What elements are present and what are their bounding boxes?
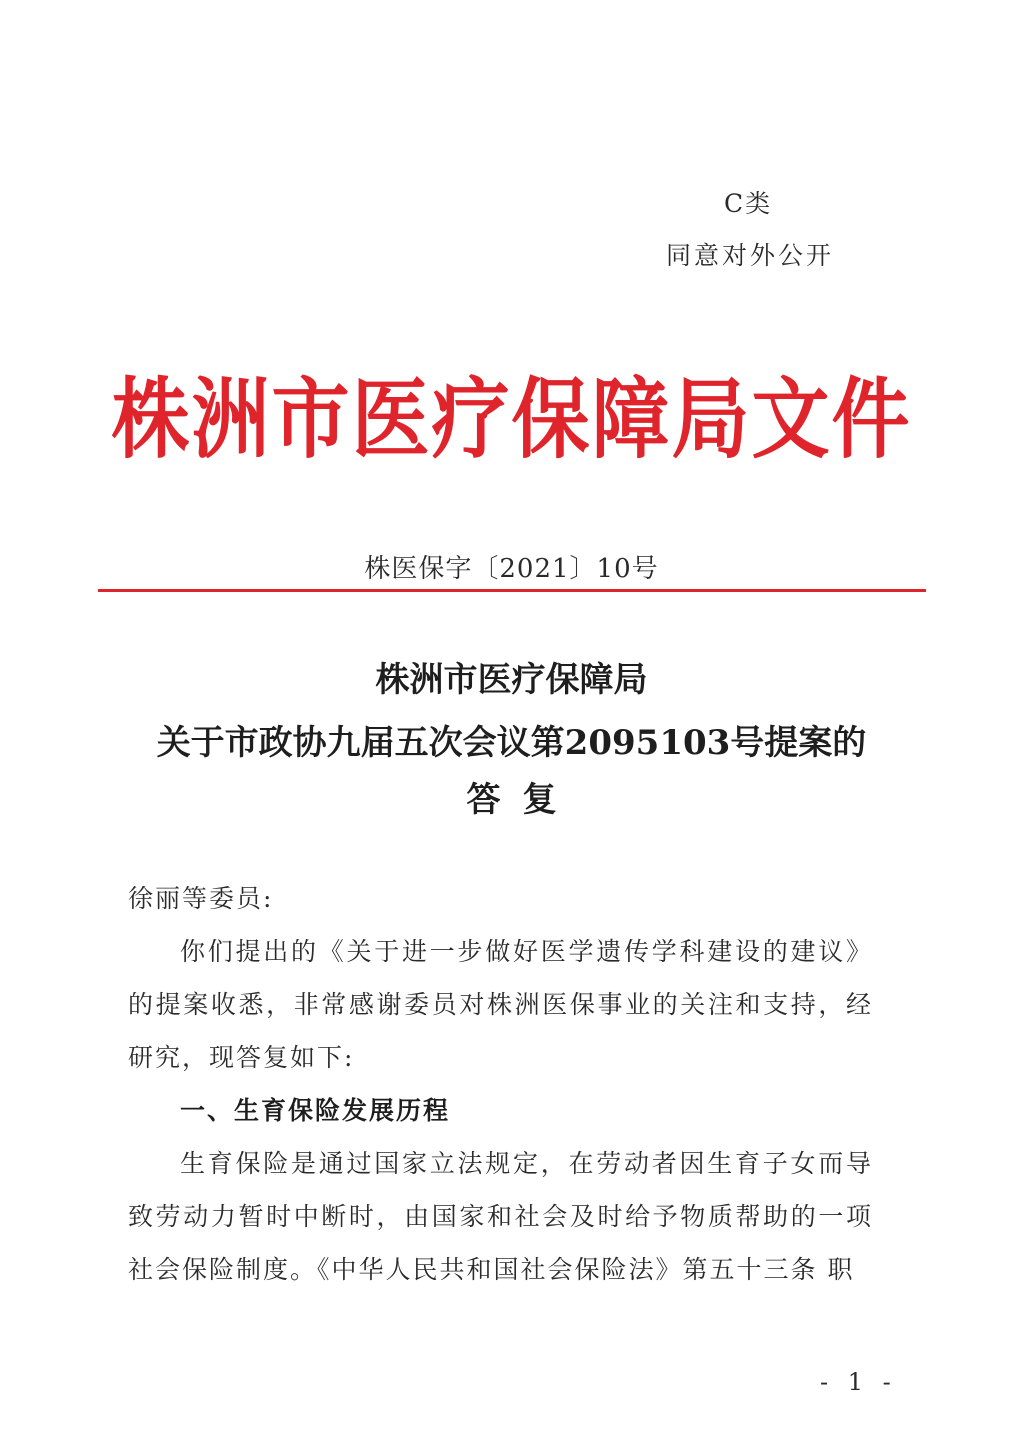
red-divider-line	[98, 589, 926, 592]
section-heading: 一、生育保险发展历程	[180, 1096, 451, 1125]
document-category: C类	[724, 189, 773, 218]
salutation: 徐丽等委员:	[128, 884, 274, 913]
body-paragraph: 你们提出的《关于进一步做好医学遗传学科建设的建议》的提案收悉，非常感谢委员对株洲医保事业的关注和支持，经研究，现答复如下:	[128, 937, 873, 1072]
document-number: 株医保字〔2021〕10号	[364, 554, 659, 584]
document-title-line-1: 株洲市医疗保障局	[375, 660, 648, 700]
document-title-line-2: 关于市政协九届五次会议第2095103号提案的	[156, 723, 867, 763]
document-title-line-3: 答复	[466, 780, 579, 820]
issuing-organization-header: 株洲市医疗保障局文件	[111, 370, 912, 471]
document-body	[128, 872, 873, 1296]
disclosure-status: 同意对外公开	[666, 241, 835, 270]
page-number: - 1 -	[820, 1368, 897, 1396]
body-paragraph: 生育保险是通过国家立法规定，在劳动者因生育子女而导致劳动力暂时中断时，由国家和社会及时给予物质帮助的一项社会保险制度。《中华人民共和国社会保险法》第五十三条 职	[128, 1149, 873, 1284]
